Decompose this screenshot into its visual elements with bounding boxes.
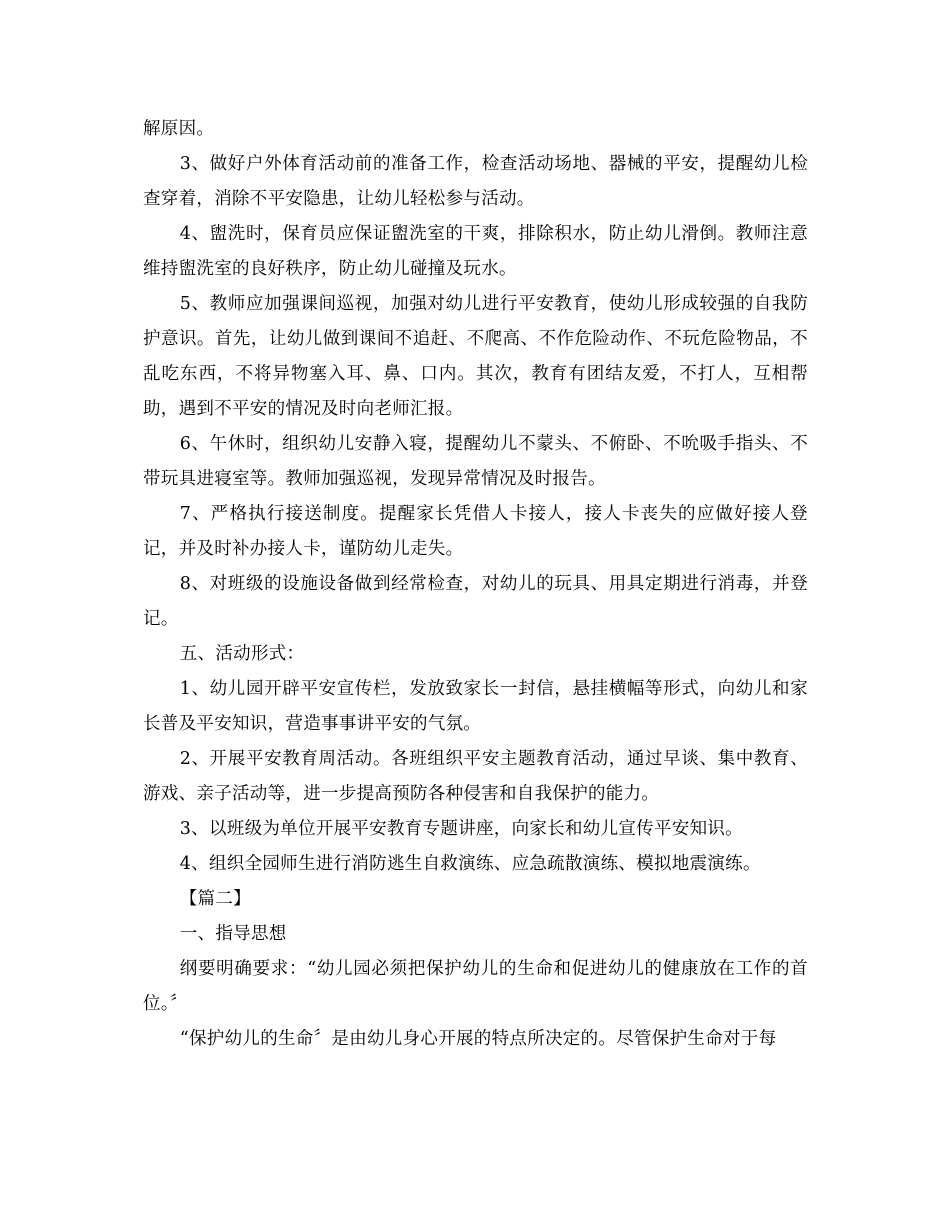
- paragraph: 1、幼儿园开辟平安宣传栏，发放致家长一封信，悬挂横幅等形式，向幼儿和家长普及平安知识，营造事事讲平安的气氛。: [143, 679, 808, 734]
- paragraph: 8、对班级的设施设备做到经常检查，对幼儿的玩具、用具定期进行消毒，并登记。: [143, 574, 808, 629]
- paragraph: 3、做好户外体育活动前的准备工作，检查活动场地、器械的平安，提醒幼儿检查穿着，消除不平安隐患，让幼儿轻松参与活动。: [143, 154, 808, 209]
- paragraph: 纲要明确要求：“幼儿园必须把保护幼儿的生命和促进幼儿的健康放在工作的首位。〞: [143, 959, 808, 1014]
- document-body: [143, 112, 808, 1057]
- paragraph: 3、以班级为单位开展平安教育专题讲座，向家长和幼儿宣传平安知识。: [179, 819, 743, 839]
- paragraph: 7、严格执行接送制度。提醒家长凭借人卡接人，接人卡丧失的应做好接人登记，并及时补办接人卡，谨防幼儿走失。: [143, 504, 808, 559]
- section-heading: 一、指导思想: [179, 924, 287, 944]
- paragraph: 2、开展平安教育周活动。各班组织平安主题教育活动，通过早谈、集中教育、游戏、亲子活动等，进一步提高预防各种侵害和自我保护的能力。: [143, 749, 808, 804]
- paragraph: 5、教师应加强课间巡视，加强对幼儿进行平安教育，使幼儿形成较强的自我防护意识。首先，让幼儿做到课间不追赶、不爬高、不作危险动作、不玩危险物品，不乱吃东西，不将异物塞入耳、鼻、口内。其次，教育有团结友爱，不打人，互相帮助，遇到不平安的情况及时向老师汇报。: [143, 294, 808, 419]
- paragraph: 4、盥洗时，保育员应保证盥洗室的干爽，排除积水，防止幼儿滑倒。教师注意维持盥洗室的良好秩序，防止幼儿碰撞及玩水。: [143, 224, 808, 279]
- section-heading: 五、活动形式：: [179, 644, 305, 664]
- paragraph: “保护幼儿的生命〞是由幼儿身心开展的特点所决定的。尽管保护生命对于每: [179, 1029, 777, 1049]
- paragraph: 4、组织全园师生进行消防逃生自救演练、应急疏散演练、模拟地震演练。: [179, 854, 761, 874]
- paragraph: 6、午休时，组织幼儿安静入寝，提醒幼儿不蒙头、不俯卧、不吮吸手指头、不带玩具进寝室等。教师加强巡视，发现异常情况及时报告。: [143, 434, 808, 489]
- part-heading: 【篇二】: [179, 889, 251, 909]
- paragraph: 解原因。: [143, 119, 215, 139]
